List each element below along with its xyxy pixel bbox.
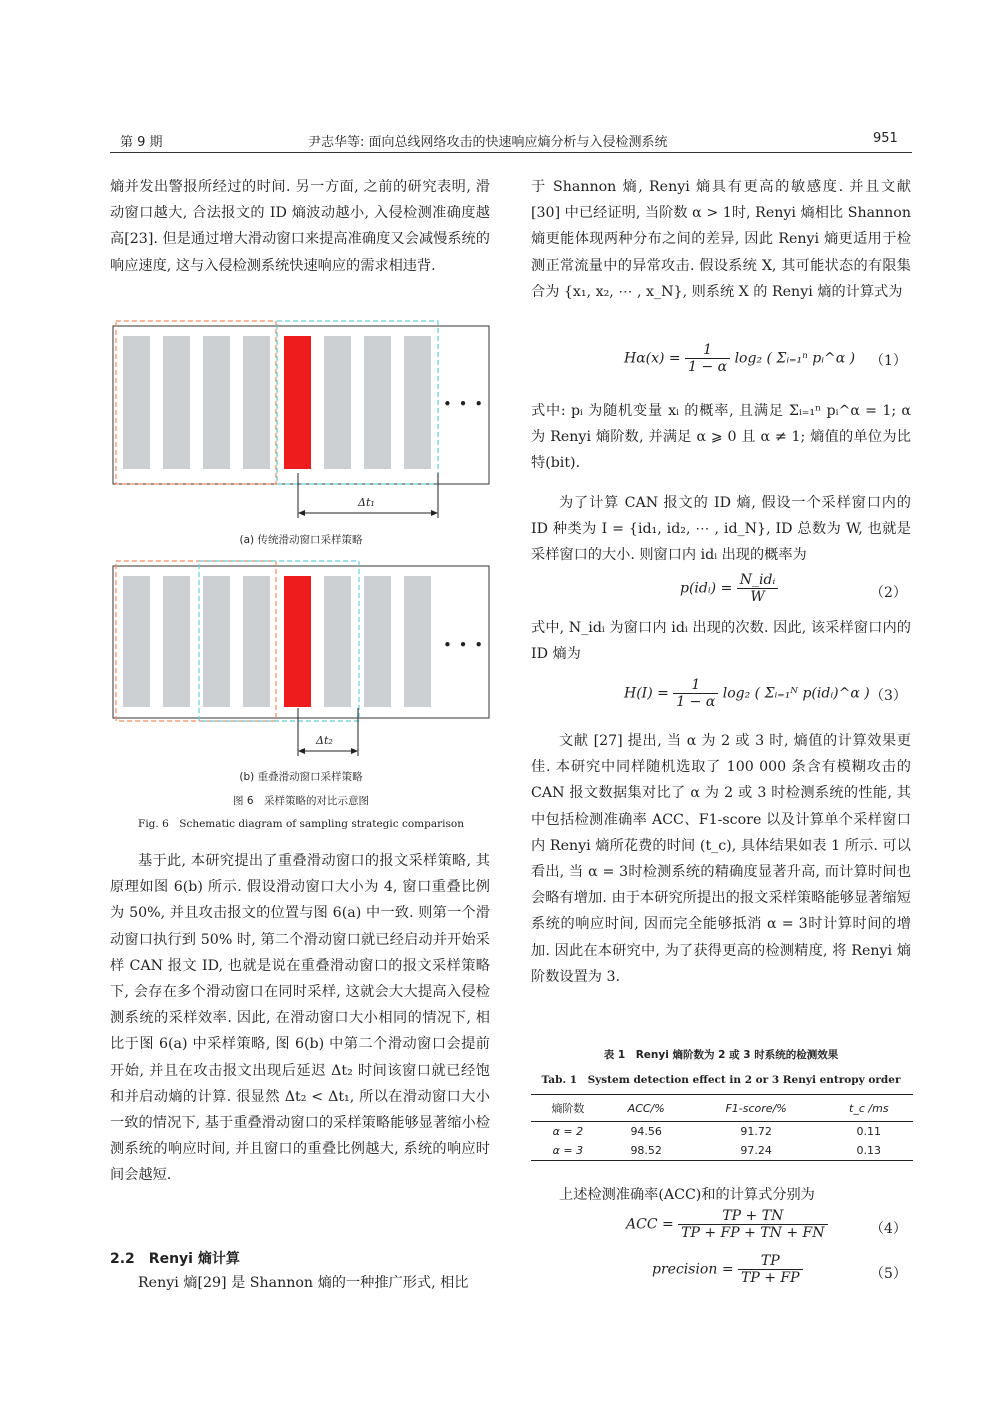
equation-4: ACC = $\frac{TP + TN}{TP + FP + TN + FN}$ [626,1208,828,1241]
right-paragraph-1: 于 Shannon 熵, Renyi 熵具有更高的敏感度. 并且文献 [30] 中已经证明, 当阶数 α > 1时, Renyi 熵相比 Shannon 熵更能体现两种分布之间的差异, 因此 Renyi 熵更适用于检测正常流量中的异常攻击. 假设系统 X, 其可能状态的有限集合为 {x₁, x₂, ⋯ , x_N}, 则系统 X 的 Renyi 熵的计算式为 [531,179,911,300]
right-paragraph-6: 上述检测准确率(ACC)和的计算式分别为 [559,1187,815,1203]
table-1-title-cn: 表 1 Renyi 熵阶数为 2 或 3 时系统的检测效果 [603,1049,839,1061]
left-paragraph-2: 基于此, 本研究提出了重叠滑动窗口的报文采样策略, 其原理如图 6(b) 所示. 假设滑动窗口大小为 4, 窗口重叠比例为 50%, 并且攻击报文的位置与图 6(a) 中一致. 则第一个滑动窗口执行到 50% 时, 第二个滑动窗口就已经启动并开始采样 CAN 报文 ID, 也就是说在重叠滑动窗口的报文采样策略下, 会存在多个滑动窗口在同时采样, 这就会大大提高入侵检测系统的采样效率. 因此, 在滑动窗口大小相同的情况下, 相比于图 6(a) 中采样策略, 图 6(b) 中第二个滑动窗口会提前开始, 并且在攻击报文出现后延迟 Δt₂ 时间该窗口就已经饱和并启动熵的计算. 很显然 Δt₂ < Δt₁, 所以在滑动窗口大小一致的情况下, 基于重叠滑动窗口的采样策略能够显著缩小检测系统的响应时间, 并且窗口的重叠比例越大, 系统的响应时间会越短. [110,853,490,1184]
table-1 [531,1094,913,1161]
table-1-title-en: Tab. 1 System detection effect in 2 or 3 Renyi entropy order [541,1074,901,1086]
message-bar [324,336,351,469]
message-bar [404,576,431,707]
header-rule [110,152,912,153]
col-header: ACC/% [605,1095,688,1122]
message-bar [203,336,230,469]
issue-number: 第 9 期 [120,135,163,150]
col-header: F1-score/% [688,1095,825,1122]
table-row [531,1141,913,1161]
equation-2: p(idᵢ) = $\frac{\text{N\_idᵢ}}{W}$ [680,572,778,605]
equation-5: precision = $\frac{TP}{TP + FP}$ [652,1253,803,1286]
message-bar [364,336,391,469]
running-title: 尹志华等: 面向总线网络攻击的快速响应熵分析与入侵检测系统 [308,135,668,150]
section-heading: 2.2 Renyi 熵计算 [110,1251,240,1267]
message-bar [404,336,431,469]
table-cell: α = 2 [552,1125,584,1138]
right-paragraph-5: 文献 [27] 提出, 当 α 为 2 或 3 时, 熵值的计算效果更佳. 本研究中同样随机选取了 100 000 条含有模糊攻击的 CAN 报文数据集对比了 α 为 2 或 3 时检测系统的性能, 其中包括检测准确率 ACC、F1-score 以及计算单个采样窗口内 Renyi 熵所花费的时间 (t_c), 具体结果如表 1 所示. 可以看出, 当 α = 3时检测系统的精确度显著升高, 而计算时间也会略有增加. 由于本研究所提出的报文采样策略能够显著缩短系统的响应时间, 因而完全能够抵消 α = 3时计算时间的增加. 因此在本研究中, 为了获得更高的检测精度, 将 Renyi 熵阶数设置为 3. [531,733,911,985]
delta-t1-label: Δt₁ [358,496,375,509]
table-header-row [531,1095,913,1122]
figure-6-caption-en: Fig. 6 Schematic diagram of sampling strategic comparison [138,818,464,830]
delta-t2-label: Δt₂ [316,734,333,747]
col-header: 熵阶数 [531,1095,605,1122]
table-row [531,1122,913,1142]
table-cell: 0.13 [825,1141,913,1161]
message-bar [364,576,391,707]
col-header: t_c /ms [825,1095,913,1122]
message-bar [243,336,270,469]
ellipsis-a: • • • [443,395,485,413]
table-cell: α = 3 [531,1141,605,1161]
attack-message-bar [284,576,311,707]
message-bar [243,576,270,707]
figure-6-caption-cn: 图 6 采样策略的对比示意图 [232,795,370,807]
equation-1-number: （1） [870,353,907,369]
page-number: 951 [873,131,898,146]
equation-1: Hα(x) = $\frac{1}{1 - \alpha}$ log₂ ( Σᵢ₌₁ⁿ pᵢ^α ) [624,342,856,375]
message-bar [163,336,190,469]
message-bar [203,576,230,707]
figure-6b-caption: (b) 重叠滑动窗口采样策略 [239,771,363,783]
message-bar [163,576,190,707]
left-paragraph-3: Renyi 熵[29] 是 Shannon 熵的一种推广形式, 相比 [138,1275,469,1291]
message-bar [123,336,150,469]
table-cell: 97.24 [688,1141,825,1161]
table-cell: 91.72 [740,1125,772,1138]
table-cell: 94.56 [630,1125,662,1138]
equation-3-number: （3） [870,688,907,704]
equation-4-number: （4） [870,1221,907,1237]
ellipsis-b: • • • [443,636,485,654]
attack-message-bar [284,336,311,469]
left-paragraph-1: 熵并发出警报所经过的时间. 另一方面, 之前的研究表明, 滑动窗口越大, 合法报文的 ID 熵波动越小, 入侵检测准确度越高[23]. 但是通过增大滑动窗口来提高准确度又会减慢系统的响应速度, 这与入侵检测系统快速响应的需求相违背. [110,179,490,274]
equation-5-number: （5） [870,1266,907,1282]
equation-2-number: （2） [870,585,907,601]
table-cell: 98.52 [605,1141,688,1161]
message-bar [123,576,150,707]
figure-6a-caption: (a) 传统滑动窗口采样策略 [239,534,363,546]
figure-6b [110,558,492,758]
figure-6a [110,318,492,518]
right-paragraph-2: 式中: pᵢ 为随机变量 xᵢ 的概率, 且满足 Σᵢ₌₁ⁿ pᵢ^α = 1; α 为 Renyi 熵阶数, 并满足 α ⩾ 0 且 α ≠ 1; 熵值的单位为比特(bit). [531,403,911,472]
message-bar [324,576,351,707]
right-paragraph-4: 式中, N_idᵢ 为窗口内 idᵢ 出现的次数. 因此, 该采样窗口内的 ID 熵为 [531,620,911,663]
right-paragraph-3: 为了计算 CAN 报文的 ID 熵, 假设一个采样窗口内的 ID 种类为 I = {id₁, id₂, ⋯ , id_N}, ID 总数为 W, 也就是采样窗口的大小. 则窗口内 idᵢ 出现的概率为 [531,495,911,564]
equation-3: H(I) = $\frac{1}{1 - \alpha}$ log₂ ( Σᵢ₌₁ᴺ p(idᵢ)^α ) [624,677,870,710]
table-cell: 0.11 [856,1125,882,1138]
